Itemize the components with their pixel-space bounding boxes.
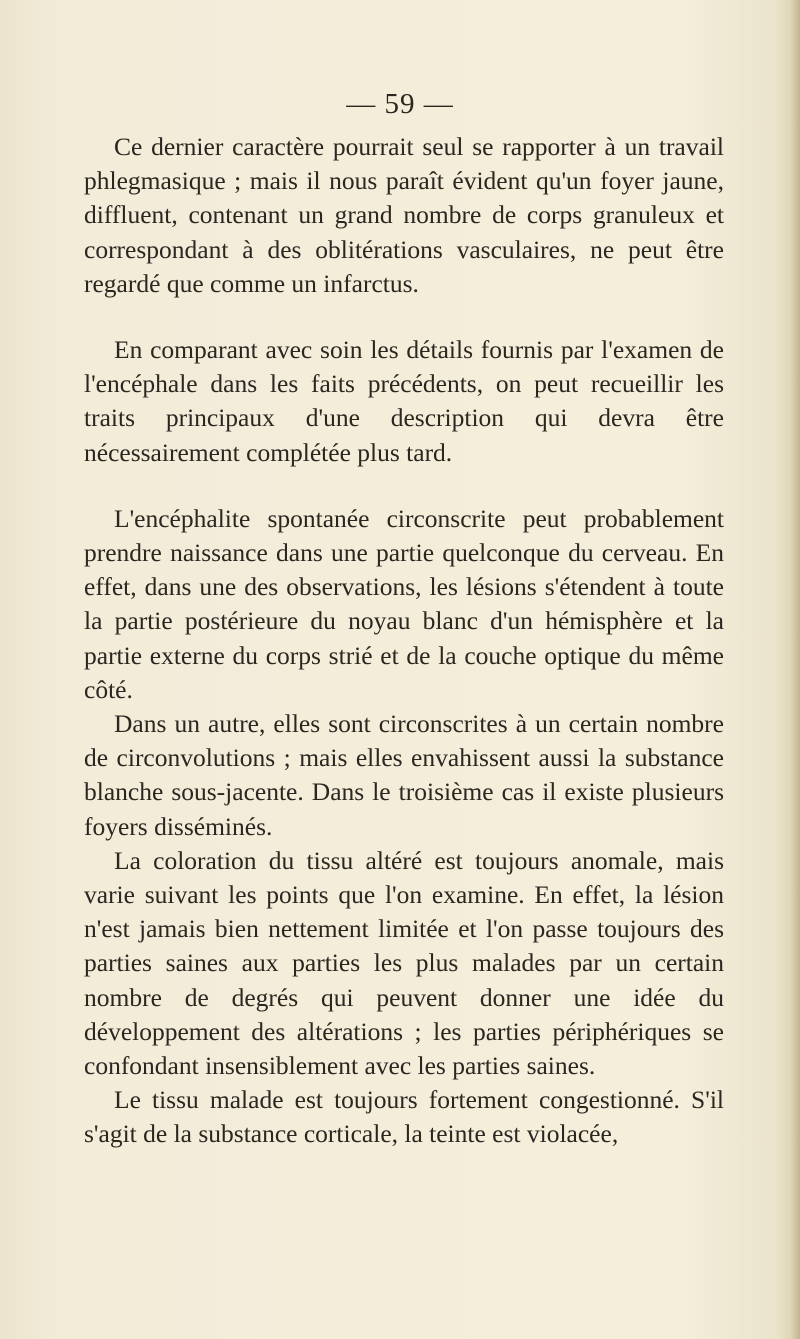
body-text [84, 130, 724, 1152]
page-edge-shadow [790, 0, 800, 1339]
paragraph-2: En comparant avec soin les détails fournis par l'examen de l'encéphale dans les faits précédents, on peut recueillir les traits principaux d'une description qui devra être nécessairement complétée plus tard. [84, 335, 724, 467]
paragraph-1: Ce dernier caractère pourrait seul se rapporter à un travail phlegmasique ; mais il nous paraît évident qu'un foyer jaune, diffluent, contenant un grand nombre de corps granuleux et correspondant à des oblitérations vasculaires, ne peut être regardé que comme un infarctus. [84, 132, 724, 298]
paragraph-4: Dans un autre, elles sont circonscrites à un certain nombre de circonvolutions ; mais elles envahissent aussi la substance blanche sous-jacente. Dans le troisième cas il existe plusieurs foyers disséminés. [84, 709, 724, 841]
paragraph-5: La coloration du tissu altéré est toujours anomale, mais varie suivant les points que l'on examine. En effet, la lésion n'est jamais bien nettement limitée et l'on passe toujours des parties saines aux parties les plus malades par un certain nombre de degrés qui peuvent donner une idée du développement des altérations ; les parties périphériques se confondant insensiblement avec les parties saines. [84, 845, 724, 1081]
paragraph-6: Le tissu malade est toujours fortement congestionné. S'il s'agit de la substance corticale, la teinte est violacée, [84, 1085, 724, 1149]
paragraph-3: L'encéphalite spontanée circonscrite peut probablement prendre naissance dans une partie quelconque du cerveau. En effet, dans une des observations, les lésions s'étendent à toute la partie postérieure du noyau blanc d'un hémisphère et la partie externe du corps strié et de la couche optique du même côté. [84, 503, 724, 704]
page-number: — 59 — [346, 88, 454, 120]
